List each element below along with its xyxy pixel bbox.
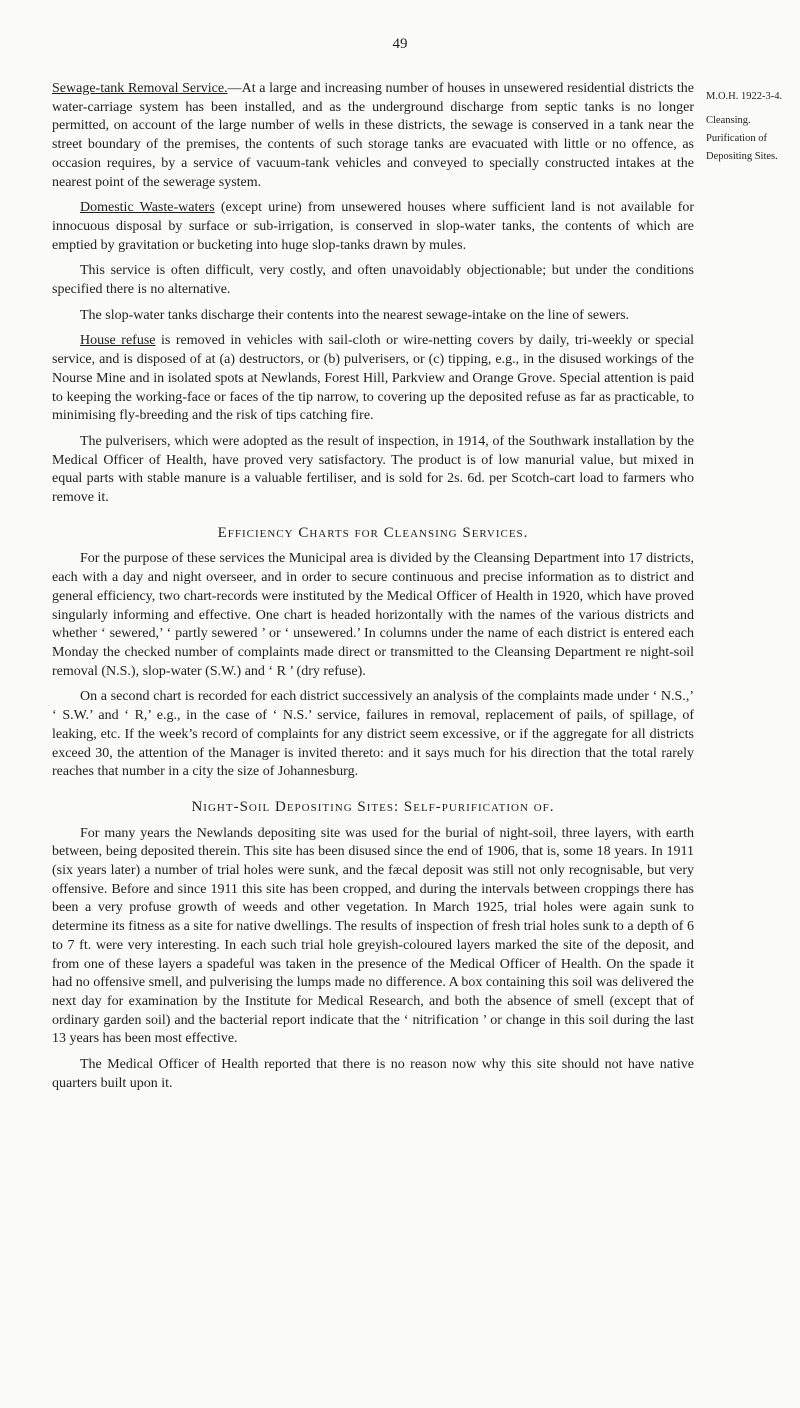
- domestic-waste-text: (except urine) from unsewered houses where sufficient land is not available for innocuous disposal by surface or sub-irrigation, is conserved in slop-water tanks, the contents of which are emptied by gravitation or bucketing into huge slop-tanks drawn by mules.: [52, 200, 694, 253]
- paragraph-sewage-tank: [52, 80, 694, 192]
- heading-efficiency-charts: Efficiency Charts for Cleansing Services.: [217, 524, 529, 541]
- sewage-tank-lead: Sewage-tank Removal Service.: [52, 81, 228, 96]
- domestic-waste-lead: Domestic Waste-waters: [80, 200, 215, 216]
- paragraph-second-chart: On a second chart is recorded for each district successively an analysis of the complaints made under ‘ N.S.,’ ‘ S.W.’ and ‘ R,’ e.g., in the case of ‘ N.S.’ service, failures in removal, replacement of pails, of spillage, of leaking, etc. If the week’s record of complaints for any district seem excessive, or if the aggregate for all districts exceed 30, the attention of the Manager is invited thereto: and it says much for his direction that the total rarely reaches that number in a city the size of Johannesburg.: [52, 689, 694, 780]
- heading-night-soil: Night-Soil Depositing Sites: Self-purification of.: [191, 798, 555, 815]
- paragraph-service-difficult: This service is often difficult, very costly, and often unavoidably objectionable; but under the conditions specified there is no alternative.: [52, 263, 694, 298]
- house-refuse-lead: House refuse: [80, 333, 156, 349]
- paragraph-domestic-waste: [52, 199, 694, 255]
- paragraph-house-refuse: [52, 332, 694, 426]
- margin-ref: M.O.H. 1922-3-4.: [706, 91, 783, 102]
- body-text: [52, 80, 694, 1093]
- margin-note-cleansing: Cleansing.: [706, 115, 751, 126]
- paragraph-conclusion: The Medical Officer of Health reported that there is no reason now why this site should not have native quarters built upon it.: [52, 1057, 694, 1091]
- paragraph-newlands: For many years the Newlands depositing site was used for the burial of night-soil, three layers, with earth between, being deposited therein. This site has been disused since the end of 1906, that is, some 18 years. In 1911 (six years later) a number of trial holes were sunk, and the fæcal deposit was still not only recognisable, but very offensive. Before and since 1911 this site has been cropped, and during the intervals between croppings there has been a very profuse growth of weeds and other vegetation. In March 1925, trial holes were again sunk to determine its fitness as a site for native dwellings. The results of inspection of fresh trial holes sunk to a depth of 6 to 7 ft. were very interesting. In each such trial hole greyish-coloured layers marked the site of the deposit, and from one of these layers a spadeful was taken in the presence of the Medical Officer of Health. On the spade it had no offensive smell, and pulverising the lumps made no difference. A box containing this soil was delivered the next day for examination by the Institute for Medical Research, and both the absence of smell (except that of ordinary garden soil) and the bacterial report indicate that the ‘ nitrification ’ or change in this soil during the last 13 years has been most effective.: [52, 825, 694, 1047]
- margin-note-depositing: Depositing Sites.: [706, 151, 778, 162]
- margin-note-purification: Purification of: [706, 133, 767, 144]
- house-refuse-text: is removed in vehicles with sail-cloth or wire-netting covers by daily, tri-weekly or special service, and is disposed of at (a) destructors, or (b) pulverisers, or (c) tipping, e.g., in the disused workings of the Nourse Mine and in isolated spots at Newlands, Forest Hill, Parkview and Orange Grove. Special attention is paid to keeping the working-face or faces of the tip narrow, to covering up the deposited refuse as far as practicable, to minimising fly-breeding and the risk of tips catching fire.: [52, 333, 694, 424]
- page-number: 49: [392, 36, 408, 52]
- sewage-tank-text: —At a large and increasing number of houses in unsewered residential districts the water-carriage system has been installed, and as the underground discharge from septic tanks is no longer permitted, on account of the large number of wells in these districts, the sewage is conserved in a tank near the street boundary of the premises, the contents of such storage tanks are evacuated with little or no offence, as occasion requires, by a service of vacuum-tank vehicles and conveyed to specially constructed intakes at the nearest point of the sewerage system.: [52, 81, 694, 190]
- paragraph-districts: For the purpose of these services the Municipal area is divided by the Cleansing Department into 17 districts, each with a day and night overseer, and in order to secure continuous and precise information as to district and general efficiency, two chart-records were instituted by the Medical Officer of Health in 1920, which have proved singularly informing and effective. One chart is headed horizontally with the names of the various districts and whether ‘ sewered,’ ‘ partly sewered ’ or ‘ unsewered.’ In columns under the name of each district is entered each Monday the checked number of complaints made direct or transmitted to the Cleansing Department re night-soil removal (N.S.), slop-water (S.W.) and ‘ R ’ (dry refuse).: [52, 551, 694, 679]
- paragraph-pulverisers: The pulverisers, which were adopted as the result of inspection, in 1914, of the Southwark installation by the Medical Officer of Health, have proved very satisfactory. The product is of low manurial value, but mixed in equal parts with stable manure is a valuable fertiliser, and is sold for 2s. 6d. per Scotch-cart load to farmers who remove it.: [52, 433, 694, 506]
- margin-notes: [706, 88, 798, 166]
- paragraph-slop-water: The slop-water tanks discharge their contents into the nearest sewage-intake on the line of sewers.: [80, 307, 630, 323]
